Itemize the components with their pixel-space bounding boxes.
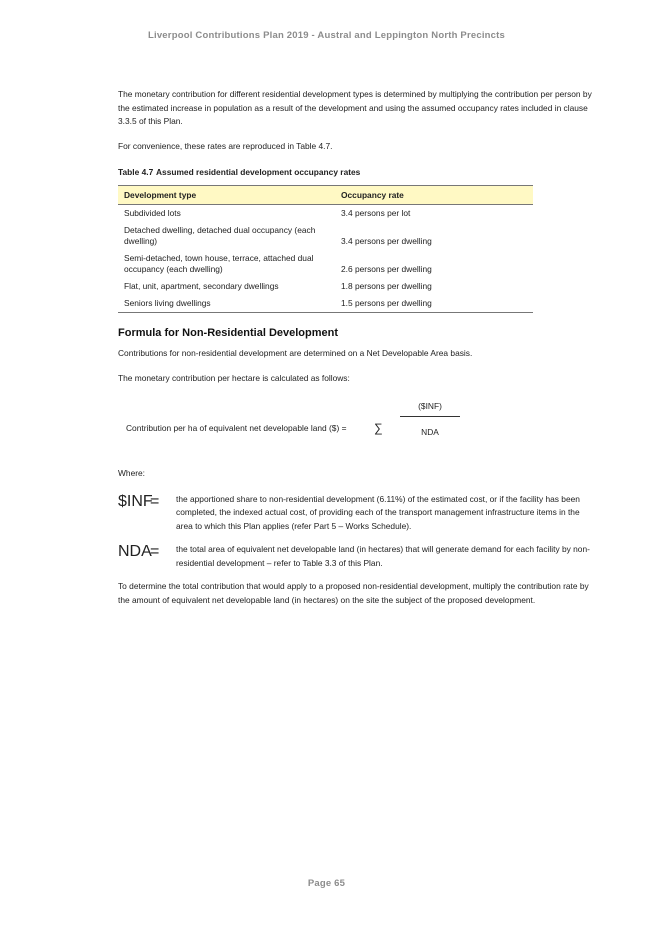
page-header: Liverpool Contributions Plan 2019 - Austral and Leppington North Precincts bbox=[147, 30, 505, 41]
section-heading: Formula for Non-Residential Development bbox=[118, 327, 339, 339]
table-cell: 2.6 persons per dwelling bbox=[341, 264, 432, 274]
table-row bbox=[118, 295, 533, 313]
table-caption bbox=[118, 167, 598, 177]
table-cell: 1.8 persons per dwelling bbox=[341, 281, 432, 291]
table-row bbox=[118, 222, 533, 250]
page-content bbox=[118, 88, 598, 607]
closing-paragraph: To determine the total contribution that would apply to a proposed non-residential development, multiply the contribution rate by the amount of equivalent net developable land (in hectares) on the site the subject of the proposed development. bbox=[118, 581, 589, 605]
definition-term: $INF bbox=[118, 492, 153, 510]
table-cell: 3.4 persons per dwelling bbox=[341, 236, 432, 246]
formula-numerator: ($INF) bbox=[418, 401, 442, 411]
table-row bbox=[118, 278, 533, 295]
table-cell: Flat, unit, apartment, secondary dwellings bbox=[124, 281, 279, 291]
fraction-line bbox=[400, 416, 460, 417]
table-cell: Detached dwelling, detached dual occupancy (each dwelling) bbox=[124, 225, 316, 246]
contribution-formula bbox=[118, 393, 598, 453]
definition-equals: = bbox=[150, 543, 160, 560]
table-cell: Seniors living dwellings bbox=[118, 295, 335, 313]
definition-inf bbox=[118, 493, 598, 534]
occupancy-rates-table bbox=[118, 185, 533, 313]
intro-paragraph: The monetary contribution for different residential development types is determined by multiplying the contribution per person by the estimated increase in population as a result of the development and using the assumed occupancy rates included in clause 3.3.5 of this Plan. bbox=[118, 89, 592, 126]
table-cell: 1.5 persons per dwelling bbox=[335, 295, 533, 313]
definition-term: NDA bbox=[118, 543, 152, 560]
table-row bbox=[118, 205, 533, 223]
where-label: Where: bbox=[118, 468, 145, 478]
section-paragraph-formula-intro: The monetary contribution per hectare is calculated as follows: bbox=[118, 372, 350, 383]
table-cell: 3.4 persons per lot bbox=[341, 208, 411, 218]
section-paragraph: Contributions for non-residential development are determined on a Net Developable Area basis. bbox=[118, 348, 473, 358]
formula-label: Contribution per ha of equivalent net developable land ($) = bbox=[126, 423, 347, 433]
page-footer: Page 65 bbox=[307, 878, 346, 889]
formula-denominator: NDA bbox=[421, 427, 439, 437]
table-row bbox=[118, 250, 533, 278]
table-number: Table 4.7 bbox=[118, 167, 154, 177]
table-cell: Semi-detached, town house, terrace, attached dual occupancy (each dwelling) bbox=[124, 253, 314, 274]
sigma-symbol: ∑ bbox=[374, 421, 383, 435]
column-header-development-type: Development type bbox=[118, 186, 335, 205]
definition-text: the total area of equivalent net developable land (in hectares) that will generate demand for each facility by non-residential development – refer to Table 3.3 of this Plan. bbox=[176, 544, 590, 568]
table-cell: Subdivided lots bbox=[124, 208, 181, 218]
definition-nda bbox=[118, 543, 598, 570]
intro-paragraph-convenience: For convenience, these rates are reproduced in Table 4.7. bbox=[118, 140, 333, 151]
definition-text: the apportioned share to non-residential development (6.11%) of the estimated cost, or if the facility has been completed, the indexed actual cost, of providing each of the transport management infrastructure items in the area to which this Plan applies (refer Part 5 – Works Schedule). bbox=[176, 493, 580, 531]
table-header-row bbox=[118, 186, 533, 205]
column-header-occupancy-rate: Occupancy rate bbox=[335, 186, 533, 205]
definition-equals: = bbox=[150, 492, 160, 510]
table-caption-text: Assumed residential development occupancy rates bbox=[156, 167, 361, 177]
